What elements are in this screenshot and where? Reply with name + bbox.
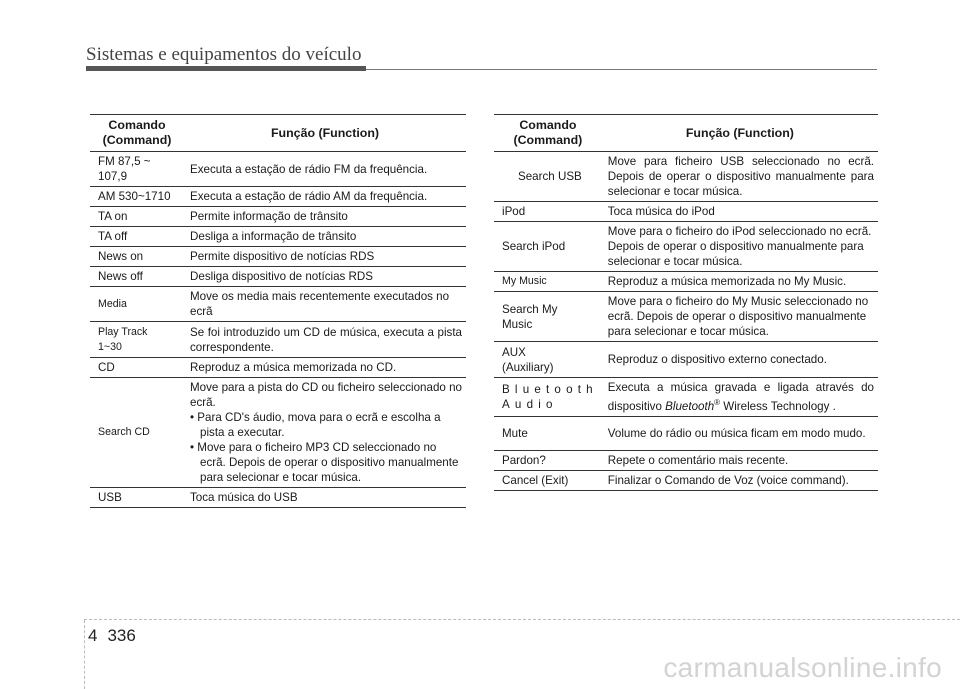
table-row [494, 292, 878, 342]
command-cell: Media [90, 287, 184, 322]
command-table-left [90, 114, 466, 508]
function-cell: Toca música do iPod [602, 202, 878, 222]
column-header-command: Comando (Command) [494, 115, 602, 152]
function-cell: Reproduz o dispositivo externo conectado. [602, 342, 878, 378]
function-cell: Reproduz a música memorizada no CD. [184, 358, 466, 378]
function-cell: Volume do rádio ou música ficam em modo mudo. [602, 416, 878, 450]
command-cell: Cancel (Exit) [494, 470, 602, 490]
header-rule-thick [86, 66, 366, 71]
command-cell: AM 530~1710 [90, 187, 184, 207]
table-header-row [494, 115, 878, 152]
function-cell: Reproduz a música memorizada no My Music. [602, 272, 878, 292]
table-row [494, 378, 878, 417]
function-cell: Se foi introduzido um CD de música, executa a pista correspondente. [184, 322, 466, 358]
function-bullet: • Move para o ficheiro MP3 CD seleccionado no ecrã. Depois de operar o dispositivo manualmente para selecionar e tocar música. [190, 441, 459, 484]
command-cell: FM 87,5 ~ 107,9 [90, 152, 184, 187]
table-row [494, 222, 878, 272]
table-header-row [90, 115, 466, 152]
command-cell: USB [90, 488, 184, 508]
function-cell: Move para o ficheiro do iPod seleccionado no ecrã. Depois de operar o dispositivo manualmente para selecionar e tocar música. [602, 222, 878, 272]
table-row [90, 267, 466, 287]
table-row [90, 187, 466, 207]
command-cell: Search CD [90, 378, 184, 488]
command-cell: Play Track 1~30 [90, 322, 184, 358]
footer-vertical-divider [84, 620, 85, 689]
page-number [88, 626, 136, 646]
function-cell: Repete o comentário mais recente. [602, 450, 878, 470]
table-row [90, 488, 466, 508]
function-cell: Move os media mais recentemente executados no ecrã [184, 287, 466, 322]
function-cell: Executa a estação de rádio FM da frequência. [184, 152, 466, 187]
function-cell: Move para o ficheiro do My Music seleccionado no ecrã. Depois de operar o dispositivo manualmente para selecionar e tocar música. [602, 292, 878, 342]
table-row [90, 247, 466, 267]
table-row [90, 378, 466, 488]
command-cell: TA off [90, 227, 184, 247]
function-cell: Executa a estação de rádio AM da frequência. [184, 187, 466, 207]
command-cell: Pardon? [494, 450, 602, 470]
function-cell [184, 378, 466, 488]
page-number-value: 336 [107, 626, 136, 645]
footer-divider [84, 619, 960, 621]
function-cell: Finalizar o Comando de Voz (voice command). [602, 470, 878, 490]
function-intro: Move para a pista do CD ou ficheiro seleccionado no ecrã. [190, 381, 462, 409]
function-cell: Desliga dispositivo de notícias RDS [184, 267, 466, 287]
chapter-number: 4 [88, 626, 98, 645]
table-row [494, 272, 878, 292]
command-cell: iPod [494, 202, 602, 222]
command-cell: Search USB [494, 152, 602, 202]
function-bullet: • Para CD's áudio, mova para o ecrã e escolha a pista a executar. [190, 411, 441, 439]
function-cell: Permite informação de trânsito [184, 207, 466, 227]
command-cell: News on [90, 247, 184, 267]
command-table-right [494, 114, 878, 491]
command-cell: AUX (Auxiliary) [494, 342, 602, 378]
column-header-function: Função (Function) [602, 115, 878, 152]
table-row [494, 450, 878, 470]
function-cell: Executa a música gravada e ligada através do dispositivo Bluetooth® Wireless Technology . [602, 378, 878, 417]
column-header-command: Comando (Command) [90, 115, 184, 152]
command-cell: News off [90, 267, 184, 287]
command-cell: Bluetooth Audio [494, 378, 602, 417]
table-row [494, 342, 878, 378]
table-row [90, 207, 466, 227]
command-cell: Mute [494, 416, 602, 450]
watermark-text: carmanualsonline.info [663, 652, 942, 683]
command-cell: CD [90, 358, 184, 378]
page-header-title: Sistemas e equipamentos do veículo [86, 44, 362, 65]
table-row [90, 152, 466, 187]
table-row [494, 470, 878, 490]
table-row [494, 416, 878, 450]
table-row [90, 322, 466, 358]
function-cell: Desliga a informação de trânsito [184, 227, 466, 247]
function-cell: Permite dispositivo de notícias RDS [184, 247, 466, 267]
column-header-function: Função (Function) [184, 115, 466, 152]
command-cell: Search My Music [494, 292, 602, 342]
command-cell: My Music [494, 272, 602, 292]
bluetooth-brand-text: Bluetooth [665, 399, 715, 413]
table-row [494, 202, 878, 222]
table-row [90, 287, 466, 322]
table-row [90, 358, 466, 378]
table-row [494, 152, 878, 202]
command-cell: TA on [90, 207, 184, 227]
command-cell: Search iPod [494, 222, 602, 272]
function-cell: Move para ficheiro USB seleccionado no ecrã. Depois de operar o dispositivo manualmente para selecionar e tocar música. [602, 152, 878, 202]
table-row [90, 227, 466, 247]
header-rule-thin [366, 69, 877, 70]
function-cell: Toca música do USB [184, 488, 466, 508]
